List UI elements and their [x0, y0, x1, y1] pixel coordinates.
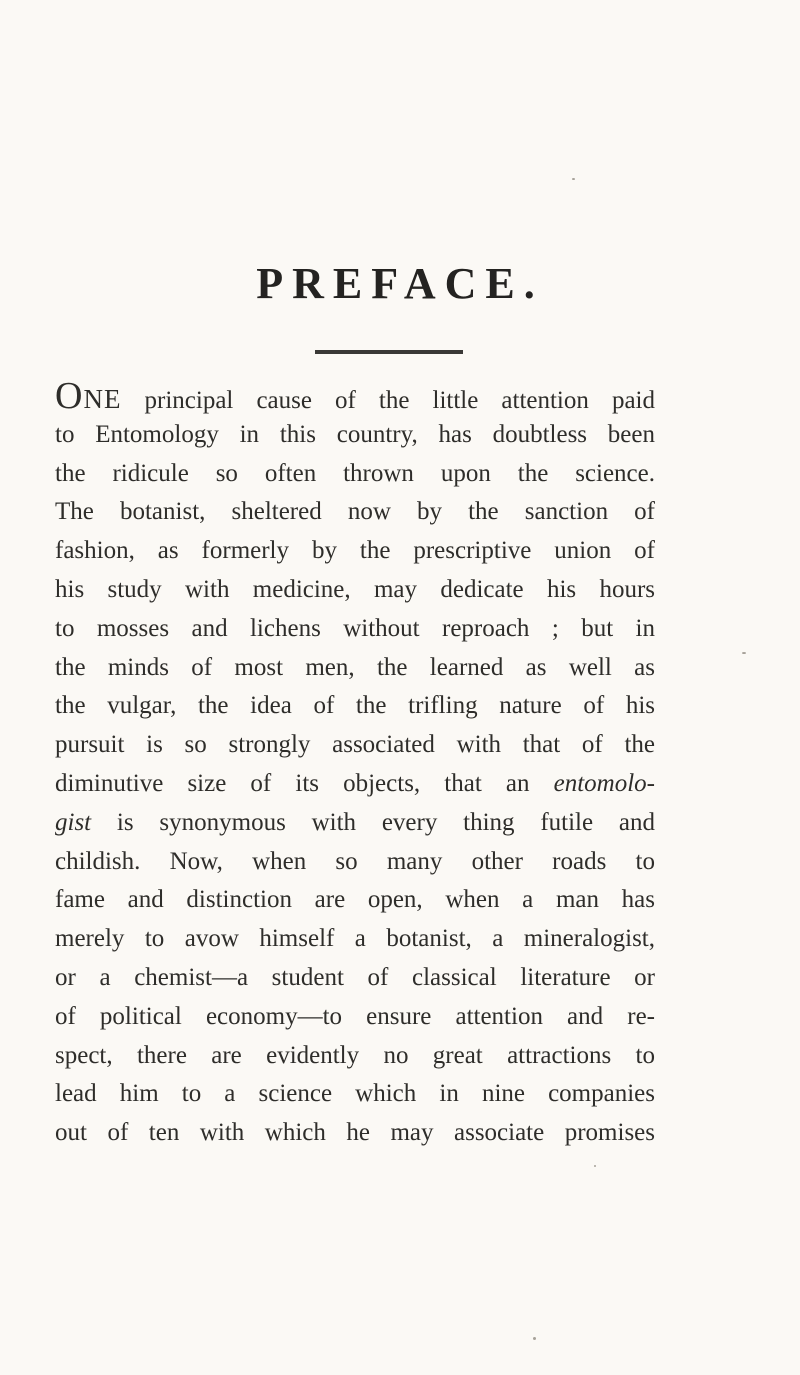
- text-line-15: merely to avow himself a botanist, a mineralogist,: [55, 925, 655, 953]
- text-line-2: to Entomology in this country, has doubtless been: [55, 420, 655, 448]
- italic-term: gist: [55, 808, 92, 836]
- text-line-18: spect, there are evidently no great attractions to: [55, 1041, 655, 1069]
- text-line-3: the ridicule so often thrown upon the science.: [55, 459, 655, 487]
- paper-speck: [533, 1337, 536, 1340]
- paper-speck: [742, 652, 746, 654]
- heading-rule: [315, 350, 463, 354]
- line-text: diminutive size of its objects, that an: [55, 769, 554, 797]
- line-text: is synonymous with every thing futile and: [91, 808, 655, 836]
- text-line-8: the minds of most men, the learned as well as: [55, 653, 655, 681]
- text-line-10: pursuit is so strongly associated with that of the: [55, 731, 655, 759]
- italic-term: entomolo-: [553, 769, 655, 797]
- line-text: principal cause of the little attention paid: [121, 387, 655, 414]
- text-line-20: out of ten with which he may associate promises: [55, 1119, 655, 1147]
- text-line-16: or a chemist—a student of classical literature or: [55, 963, 655, 991]
- text-line-5: fashion, as formerly by the prescriptive union of: [55, 537, 655, 565]
- text-line-12: [55, 804, 655, 843]
- text-line-4: The botanist, sheltered now by the sanction of: [55, 498, 655, 526]
- page-heading: PREFACE.: [256, 259, 544, 308]
- text-line-13: childish. Now, when so many other roads to: [55, 847, 655, 875]
- text-line-19: lead him to a science which in nine companies: [55, 1080, 655, 1108]
- drop-cap: O: [55, 375, 84, 417]
- paper-speck: [594, 1165, 596, 1167]
- text-line-9: the vulgar, the idea of the trifling nature of his: [55, 692, 655, 720]
- small-caps-lead: NE: [83, 384, 122, 414]
- body-paragraph: [55, 377, 655, 1153]
- text-line-7: to mosses and lichens without reproach ; but in: [55, 614, 655, 642]
- text-line-11: [55, 765, 655, 804]
- text-line-14: fame and distinction are open, when a man has: [55, 886, 655, 914]
- text-line-1: [55, 377, 655, 416]
- text-line-17: of political economy—to ensure attention and re-: [55, 1002, 655, 1030]
- text-line-6: his study with medicine, may dedicate his hours: [55, 575, 655, 603]
- paper-speck: [572, 178, 575, 180]
